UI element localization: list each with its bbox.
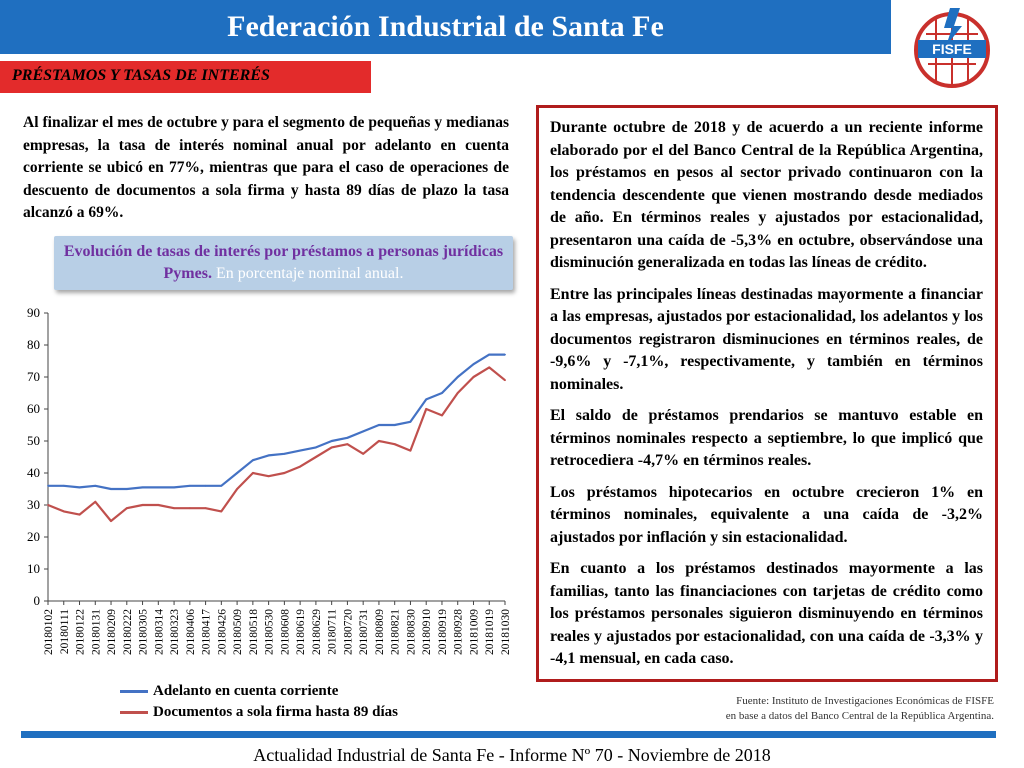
x-tick-label: 20180711 — [326, 609, 339, 655]
data-point-documentos — [220, 511, 222, 513]
data-point-documentos — [504, 379, 506, 381]
x-tick-label: 20180323 — [169, 609, 182, 655]
x-tick-label: 20180209 — [106, 609, 119, 655]
legend-swatch-documentos — [120, 711, 148, 714]
data-point-documentos — [362, 453, 364, 455]
x-tick-label: 20180809 — [373, 609, 386, 655]
legend-item-adelanto — [120, 681, 398, 702]
logo-text: FISFE — [932, 41, 972, 57]
data-point-adelanto — [157, 487, 159, 489]
x-tick-label: 20180530 — [263, 609, 276, 655]
x-tick-label: 20180131 — [90, 609, 103, 655]
data-point-adelanto — [252, 459, 254, 461]
y-tick-label: 60 — [27, 401, 40, 416]
data-point-documentos — [157, 504, 159, 506]
data-point-adelanto — [126, 488, 128, 490]
data-point-documentos — [394, 443, 396, 445]
x-tick-label: 20180919 — [436, 609, 449, 655]
legend-label-documentos: Documentos a sola firma hasta 89 días — [153, 704, 399, 720]
x-tick-label: 20180518 — [247, 609, 260, 655]
data-point-documentos — [63, 511, 65, 513]
x-tick-label: 20180102 — [43, 609, 55, 655]
x-tick-label: 20180122 — [74, 609, 87, 655]
x-tick-label: 20180821 — [389, 609, 402, 655]
chart-title: Evolución de tasas de interés por préstamos a personas jurídicas Pymes. — [63, 243, 504, 282]
x-tick-label: 20180928 — [452, 609, 465, 655]
data-point-documentos — [425, 408, 427, 410]
source-line-2: en base a datos del Banco Central de la República Argentina. — [725, 710, 994, 722]
summary-paragraph: Los préstamos hipotecarios en octubre crecieron 1% en términos nominales, equivalente a una caída de -3,2% ajustados por inflación y sin estacionalidad. — [550, 483, 983, 546]
data-point-documentos — [142, 504, 144, 506]
data-point-documentos — [173, 507, 175, 509]
data-point-adelanto — [236, 472, 238, 474]
x-tick-label: 20180608 — [279, 609, 292, 655]
data-point-adelanto — [331, 440, 333, 442]
data-point-documentos — [47, 504, 49, 506]
chart-subtitle: En porcentaje nominal anual. — [215, 265, 404, 282]
y-tick-label: 70 — [27, 369, 40, 384]
data-point-adelanto — [79, 487, 81, 489]
line-chart — [0, 296, 520, 676]
summary-textbox — [536, 105, 998, 682]
data-point-documentos — [457, 392, 459, 394]
x-tick-label: 20181030 — [500, 609, 512, 655]
data-point-adelanto — [268, 455, 270, 457]
source-note — [726, 694, 994, 724]
data-point-documentos — [110, 520, 112, 522]
data-point-documentos — [441, 415, 443, 417]
data-point-documentos — [378, 440, 380, 442]
data-point-adelanto — [504, 354, 506, 356]
x-tick-label: 20180619 — [295, 609, 308, 655]
x-tick-label: 20181019 — [484, 609, 497, 655]
data-point-documentos — [94, 501, 96, 503]
summary-paragraph: El saldo de préstamos prendarios se mantuvo estable en términos nominales respecto a septiembre, lo que implicó que retrocediera -4,7% en términos reales. — [550, 407, 983, 469]
chart-title-box — [54, 236, 513, 290]
data-point-adelanto — [220, 485, 222, 487]
data-point-adelanto — [441, 392, 443, 394]
summary-paragraph: Durante octubre de 2018 y de acuerdo a un reciente informe elaborado por el del Banco Central de la República Argentina, los préstamos en pesos al sector privado continuaron con la tendencia descendente que vienen mostrando desde mediados de año. En términos reales y ajustados por estacionalidad, presentaron una caída de -5,3% en octubre, observándose una disminución generalizada en todas las líneas de crédito. — [550, 119, 983, 271]
series-line-adelanto — [48, 355, 505, 489]
chart-legend — [120, 681, 398, 723]
x-tick-label: 20180426 — [216, 609, 229, 655]
legend-label-adelanto: Adelanto en cuenta corriente — [153, 683, 339, 699]
y-tick-label: 50 — [27, 433, 40, 448]
data-point-adelanto — [47, 485, 49, 487]
data-point-documentos — [315, 456, 317, 458]
data-point-adelanto — [283, 453, 285, 455]
data-point-documentos — [299, 466, 301, 468]
x-tick-label: 20180406 — [184, 609, 197, 655]
data-point-documentos — [189, 507, 191, 509]
x-tick-label: 20180720 — [342, 609, 355, 655]
x-tick-label: 20180417 — [200, 609, 213, 655]
data-point-documentos — [347, 443, 349, 445]
page-title: Federación Industrial de Santa Fe — [227, 10, 664, 43]
data-point-adelanto — [378, 424, 380, 426]
legend-swatch-adelanto — [120, 690, 148, 693]
data-point-documentos — [473, 376, 475, 378]
data-point-documentos — [268, 475, 270, 477]
data-point-documentos — [79, 514, 81, 516]
data-point-adelanto — [142, 487, 144, 489]
data-point-adelanto — [362, 431, 364, 433]
x-tick-label: 20180731 — [358, 609, 371, 655]
summary-paragraph: Entre las principales líneas destinadas mayormente a financiar a las empresas, ajustados por estacionalidad, los adelantos y los documentos registraron disminuciones en términos reales, de -9,6% y -7,1%, respectivamente, y también en términos nominales. — [550, 285, 983, 393]
footer-text: Actualidad Industrial de Santa Fe - Informe Nº 70 - Noviembre de 2018 — [253, 745, 771, 765]
x-tick-label: 20180305 — [137, 609, 150, 655]
data-point-documentos — [488, 367, 490, 369]
y-tick-label: 40 — [27, 465, 40, 480]
data-point-adelanto — [473, 363, 475, 365]
section-label: PRÉSTAMOS Y TASAS DE INTERÉS — [12, 67, 270, 84]
data-point-documentos — [205, 507, 207, 509]
y-tick-label: 30 — [27, 497, 40, 512]
data-point-documentos — [410, 450, 412, 452]
x-tick-label: 20180314 — [153, 609, 166, 655]
data-point-adelanto — [63, 485, 65, 487]
y-tick-label: 80 — [27, 337, 40, 352]
x-tick-label: 20180830 — [405, 609, 418, 655]
x-tick-label: 20180509 — [232, 609, 245, 655]
x-tick-label: 20180222 — [121, 609, 134, 655]
data-point-adelanto — [94, 485, 96, 487]
data-point-adelanto — [189, 485, 191, 487]
data-point-adelanto — [488, 354, 490, 356]
y-tick-label: 20 — [27, 529, 40, 544]
data-point-adelanto — [347, 437, 349, 439]
x-tick-label: 20180111 — [58, 609, 71, 655]
data-point-adelanto — [410, 421, 412, 423]
series-line-documentos — [48, 367, 505, 521]
x-tick-label: 20180910 — [421, 609, 434, 655]
legend-item-documentos — [120, 702, 398, 723]
data-point-adelanto — [394, 424, 396, 426]
data-point-adelanto — [173, 487, 175, 489]
data-point-documentos — [236, 488, 238, 490]
data-point-adelanto — [425, 399, 427, 401]
data-point-adelanto — [205, 485, 207, 487]
x-tick-label: 20181009 — [468, 609, 481, 655]
fisfe-logo — [906, 6, 998, 90]
footer-rule — [21, 731, 996, 738]
data-point-adelanto — [110, 488, 112, 490]
data-point-documentos — [283, 472, 285, 474]
data-point-documentos — [331, 447, 333, 449]
data-point-documentos — [252, 472, 254, 474]
y-tick-label: 0 — [33, 593, 40, 608]
summary-paragraph: En cuanto a los préstamos destinados mayormente a las familias, tanto las financiaciones con tarjetas de crédito como los préstamos personales siguieron disminuyendo en términos reales y ajustados por estacionalidad, con una caída de -3,3% y -4,1 mensual, en cada caso. — [550, 560, 983, 667]
intro-paragraph: Al finalizar el mes de octubre y para el segmento de pequeñas y medianas empresas, la tasa de interés nominal anual por adelanto en cuenta corriente se ubicó en 77%, mientras que para el caso de operaciones de descuento de documentos a sola firma y hasta 89 días de plazo la tasa alcanzó a 69%. — [23, 114, 509, 221]
y-tick-label: 10 — [27, 561, 40, 576]
source-line-1: Fuente: Instituto de Investigaciones Económicas de FISFE — [736, 695, 994, 707]
data-point-adelanto — [299, 450, 301, 452]
x-tick-label: 20180629 — [310, 609, 323, 655]
data-point-documentos — [126, 507, 128, 509]
data-point-adelanto — [315, 447, 317, 449]
data-point-adelanto — [457, 376, 459, 378]
y-tick-label: 90 — [27, 305, 40, 320]
